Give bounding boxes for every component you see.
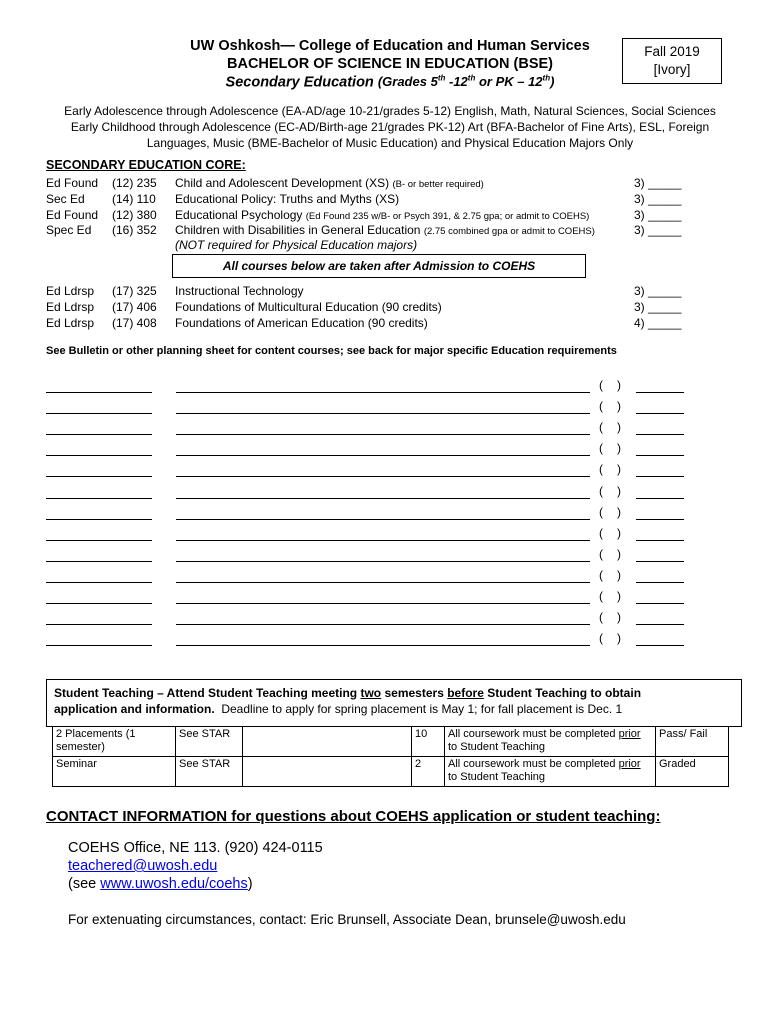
intro-line-1: Early Adolescence through Adolescence (EA-AD/age 10-21/grades 5-12) English, Math, Natural Sciences, Social Sciences [64,104,716,118]
student-teaching-table [52,726,729,787]
course-title-blank[interactable] [176,549,590,562]
program-title [160,74,620,90]
paren-close: ) [617,483,621,498]
credits-blank[interactable] [636,591,684,604]
course-title-blank[interactable] [176,591,590,604]
admission-banner: All courses below are taken after Admission to COEHS [172,254,586,278]
paren-close: ) [617,399,621,414]
course-number-blank[interactable] [46,528,152,541]
course-title-blank[interactable] [176,422,590,435]
paren-close: ) [617,525,621,540]
paren-close: ) [617,610,621,625]
course-number-blank[interactable] [46,443,152,456]
paren-open: ( [599,420,603,435]
credits-blank[interactable] [636,528,684,541]
after-course-row: Ed Ldrsp (17) 408 Foundations of American Education (90 credits) 4) _____ [46,316,682,330]
blank-course-row[interactable] [46,504,696,527]
degree-title: BACHELOR OF SCIENCE IN EDUCATION (BSE) [227,56,553,72]
blank-course-row[interactable] [46,443,696,463]
core-course-row: Ed Found (12) 235 Child and Adolescent Development (XS) (B- or better required) 3) _____ [46,176,682,190]
credits-blank[interactable] [636,464,684,477]
after-course-row: Ed Ldrsp (17) 406 Foundations of Multicultural Education (90 credits) 3) _____ [46,300,682,314]
core-course-row: Sec Ed (14) 110 Educational Policy: Truths and Myths (XS) 3) _____ [46,192,682,206]
term-season: Fall 2019 [644,44,700,59]
core-title: SECONDARY EDUCATION CORE: [46,158,246,172]
paren-close: ) [617,504,621,519]
course-number-blank[interactable] [46,380,152,393]
after-course-row: Ed Ldrsp (17) 325 Instructional Technology 3) _____ [46,284,682,298]
blank-course-row[interactable] [46,464,696,484]
course-title-blank[interactable] [176,380,590,393]
core-course-row: Spec Ed (16) 352 Children with Disabilities in General Education (2.75 combined gpa or admit to COEHS) 3) _____ [46,223,682,237]
blank-course-row[interactable] [46,401,696,421]
course-title-blank[interactable] [176,401,590,414]
course-title-blank[interactable] [176,528,590,541]
course-title-blank[interactable] [176,633,590,646]
blank-course-row[interactable] [46,422,696,442]
credits-blank[interactable] [636,549,684,562]
program-name: Secondary Education [225,74,374,91]
paren-close: ) [617,378,621,392]
paren-open: ( [599,483,603,498]
blank-course-row[interactable] [46,567,696,590]
paren-open: ( [599,399,603,414]
course-number-blank[interactable] [46,633,152,646]
paren-open: ( [599,567,603,582]
course-number-blank[interactable] [46,549,152,562]
pe-note: (NOT required for Physical Education majors) [175,238,418,252]
credits-blank[interactable] [636,401,684,414]
website-link[interactable]: www.uwosh.edu/coehs [100,876,248,892]
credits-blank[interactable] [636,633,684,646]
course-number-blank[interactable] [46,401,152,414]
contact-email-link[interactable]: teachered@uwosh.edu [68,858,218,874]
credits-blank[interactable] [636,486,684,499]
contact-heading: CONTACT INFORMATION for questions about COEHS application or student teaching: [46,808,661,825]
contact-office: COEHS Office, NE 113. (920) 424-0115 [68,840,323,856]
paren-close: ) [617,631,621,646]
credits-blank[interactable] [636,507,684,520]
paren-open: ( [599,504,603,519]
term-color: [Ivory] [653,62,691,77]
extenuating-contact: For extenuating circumstances, contact: Eric Brunsell, Associate Dean, brunsele@uwosh.edu [68,912,626,927]
course-number-blank[interactable] [46,486,152,499]
paren-open: ( [599,589,603,603]
blank-course-row[interactable] [46,380,696,400]
college-title: UW Oshkosh— College of Education and Human Services [190,38,590,54]
blank-course-row[interactable] [46,525,696,548]
core-course-row: Ed Found (12) 380 Educational Psychology (Ed Found 235 w/B- or Psych 391, & 2.75 gpa; or admit to COEHS) 3) _____ [46,208,682,222]
course-title-blank[interactable] [176,486,590,499]
course-number-blank[interactable] [46,507,152,520]
paren-close: ) [617,462,621,477]
contact-web: (see www.uwosh.edu/coehs) [68,876,253,892]
blank-course-row[interactable] [46,612,696,632]
credits-blank[interactable] [636,612,684,625]
course-number-blank[interactable] [46,570,152,583]
paren-close: ) [617,589,621,603]
paren-open: ( [599,610,603,625]
course-number-blank[interactable] [46,464,152,477]
paren-close: ) [617,546,621,561]
paren-open: ( [599,378,603,392]
course-title-blank[interactable] [176,612,590,625]
credits-blank[interactable] [636,422,684,435]
intro-line-3: Languages, Music (BME-Bachelor of Music Education) and Physical Education Majors Only [146,136,634,150]
course-title-blank[interactable] [176,570,590,583]
blank-course-row[interactable] [46,633,696,653]
program-grades: (Grades 5th -12th or PK – 12th) [377,74,555,90]
paren-open: ( [599,462,603,477]
paren-open: ( [599,546,603,561]
course-number-blank[interactable] [46,422,152,435]
credits-blank[interactable] [636,443,684,456]
credits-blank[interactable] [636,380,684,393]
paren-open: ( [599,631,603,646]
course-title-blank[interactable] [176,507,590,520]
blank-course-row[interactable] [46,483,696,506]
table-row: 2 Placements (1 semester) See STAR 10 All coursework must be completed prior to Student Teaching Pass/ Fail [53,727,729,757]
intro-line-2: Early Childhood through Adolescence (EC-AD/Birth-age 21/grades PK-12) Art (BFA-Bachelor of Fine Arts), ESL, Foreign [70,120,710,134]
bulletin-note: See Bulletin or other planning sheet for content courses; see back for major specific Education requirements [46,345,617,357]
table-row: Seminar See STAR 2 All coursework must be completed prior to Student Teaching Graded [53,757,729,787]
blank-course-row[interactable] [46,546,696,569]
credits-blank[interactable] [636,570,684,583]
paren-close: ) [617,420,621,435]
blank-course-row[interactable] [46,591,696,611]
course-title-blank[interactable] [176,443,590,456]
term-box [622,38,722,84]
paren-open: ( [599,441,603,456]
course-number-blank[interactable] [46,612,152,625]
student-teaching-info: Student Teaching – Attend Student Teaching meeting two semesters before Student Teaching to obtain application and information. Deadline to apply for spring placement is May 1; for fall placement is Dec. 1 [54,686,642,716]
paren-open: ( [599,525,603,540]
paren-close: ) [617,567,621,582]
course-title-blank[interactable] [176,464,590,477]
paren-close: ) [617,441,621,456]
course-number-blank[interactable] [46,591,152,604]
